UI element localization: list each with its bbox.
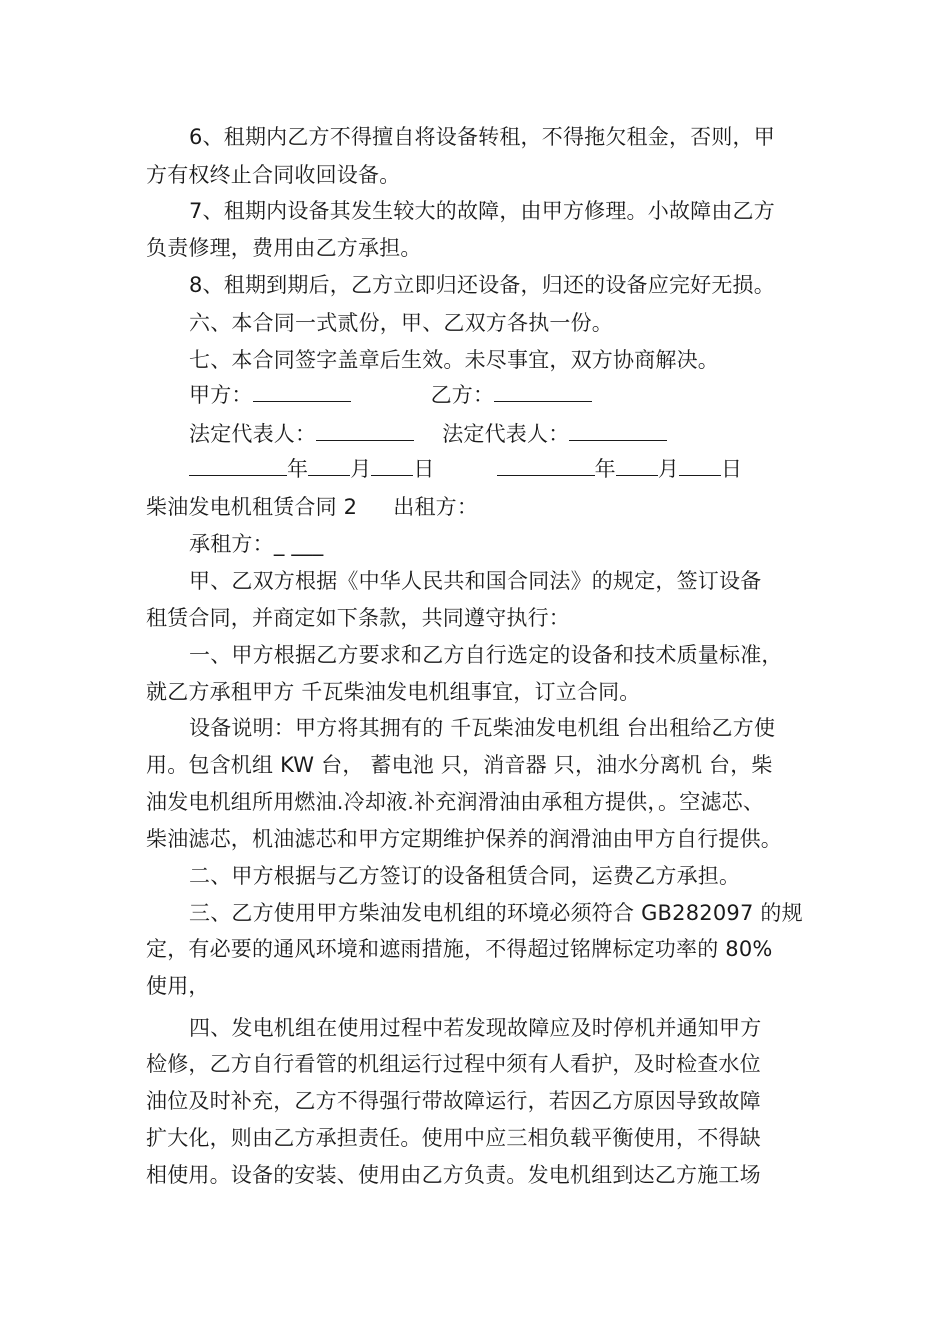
signature-parties-row bbox=[189, 381, 809, 409]
equipment-line-4: 柴油滤芯，机油滤芯和甲方定期维护保养的润滑油由甲方自行提供。 bbox=[146, 827, 782, 851]
clause-two: 二、甲方根据与乙方签订的设备租赁合同，运费乙方承担。 bbox=[189, 864, 741, 888]
day-b-label: 日 bbox=[721, 457, 743, 481]
clause-6-line-2: 方有权终止合同收回设备。 bbox=[146, 163, 401, 187]
clause-three-line-3: 使用， bbox=[146, 974, 210, 998]
day-a-label: 日 bbox=[413, 457, 435, 481]
day-a-blank bbox=[371, 455, 413, 476]
lessee-row bbox=[189, 530, 809, 558]
equipment-line-2: 用。包含机组 KW 台， 蓄电池 只，消音器 只，油水分离机 台，柴 bbox=[146, 753, 773, 777]
year-a-label: 年 bbox=[287, 457, 309, 481]
lessor-label: 出租方： bbox=[393, 495, 479, 519]
clause-8: 8、租期到期后，乙方立即归还设备，归还的设备应完好无损。 bbox=[189, 273, 775, 297]
equipment-line-1: 设备说明：甲方将其拥有的 千瓦柴油发电机组 台出租给乙方使 bbox=[189, 716, 776, 740]
lessee-label: 承租方： bbox=[189, 532, 274, 556]
equipment-line-3: 油发电机组所用燃油.冷却液.补充润滑油由承租方提供，。空滤芯、 bbox=[146, 790, 765, 814]
clause-7-line-1: 7、租期内设备其发生较大的故障，由甲方修理。小故障由乙方 bbox=[189, 199, 775, 223]
clause-four-line-1: 四、发电机组在使用过程中若发现故障应及时停机并通知甲方 bbox=[189, 1016, 762, 1040]
signature-reps-row bbox=[189, 420, 809, 448]
year-b-label: 年 bbox=[594, 457, 616, 481]
contract-2-title: 柴油发电机租赁合同 2 bbox=[146, 495, 358, 519]
rep-b-label: 法定代表人： bbox=[442, 422, 570, 446]
clause-one-line-1: 一、甲方根据乙方要求和乙方自行选定的设备和技术质量标准， bbox=[189, 643, 783, 667]
clause-6-line-1: 6、租期内乙方不得擅自将设备转租，不得拖欠租金，否则，甲 bbox=[189, 125, 775, 149]
party-b-blank bbox=[494, 381, 592, 402]
party-b-label: 乙方： bbox=[430, 383, 495, 407]
clause-three-line-2: 定，有必要的通风环境和遮雨措施，不得超过铭牌标定功率的 80% bbox=[146, 937, 773, 961]
clause-one-line-2: 就乙方承租甲方 千瓦柴油发电机组事宜，订立合同。 bbox=[146, 680, 641, 704]
party-a-blank bbox=[253, 381, 351, 402]
year-b-blank bbox=[497, 455, 595, 476]
lessee-blank: _ ___ bbox=[273, 532, 324, 556]
rep-b-blank bbox=[569, 420, 667, 441]
signature-dates-row bbox=[189, 455, 809, 483]
party-a-label: 甲方： bbox=[189, 383, 253, 407]
month-b-label: 月 bbox=[657, 457, 680, 481]
year-a-blank bbox=[189, 455, 287, 476]
rep-a-label: 法定代表人： bbox=[189, 422, 317, 446]
clause-four-line-4: 扩大化，则由乙方承担责任。使用中应三相负载平衡使用，不得缺 bbox=[146, 1126, 761, 1150]
month-b-blank bbox=[616, 455, 658, 476]
preamble-line-2: 租赁合同，并商定如下条款，共同遵守执行： bbox=[146, 606, 570, 630]
month-a-label: 月 bbox=[350, 457, 372, 481]
clause-six: 六、本合同一式贰份，甲、乙双方各执一份。 bbox=[189, 311, 613, 335]
clause-four-line-5: 相使用。设备的安装、使用由乙方负责。发电机组到达乙方施工场 bbox=[146, 1163, 761, 1187]
clause-seven: 七、本合同签字盖章后生效。未尽事宜，双方协商解决。 bbox=[189, 348, 719, 372]
month-a-blank bbox=[308, 455, 350, 476]
clause-four-line-2: 检修，乙方自行看管的机组运行过程中须有人看护，及时检查水位 bbox=[146, 1052, 761, 1076]
day-b-blank bbox=[679, 455, 721, 476]
clause-four-line-3: 油位及时补充，乙方不得强行带故障运行，若因乙方原因导致故障 bbox=[146, 1089, 761, 1113]
rep-a-blank bbox=[316, 420, 414, 441]
clause-three-line-1: 三、乙方使用甲方柴油发电机组的环境必须符合 GB282097 的规 bbox=[189, 901, 803, 925]
preamble-line-1: 甲、乙双方根据《中华人民共和国合同法》的规定，签订设备 bbox=[189, 569, 762, 593]
clause-7-line-2: 负责修理，费用由乙方承担。 bbox=[146, 236, 422, 260]
contract-2-heading-row bbox=[146, 493, 806, 521]
